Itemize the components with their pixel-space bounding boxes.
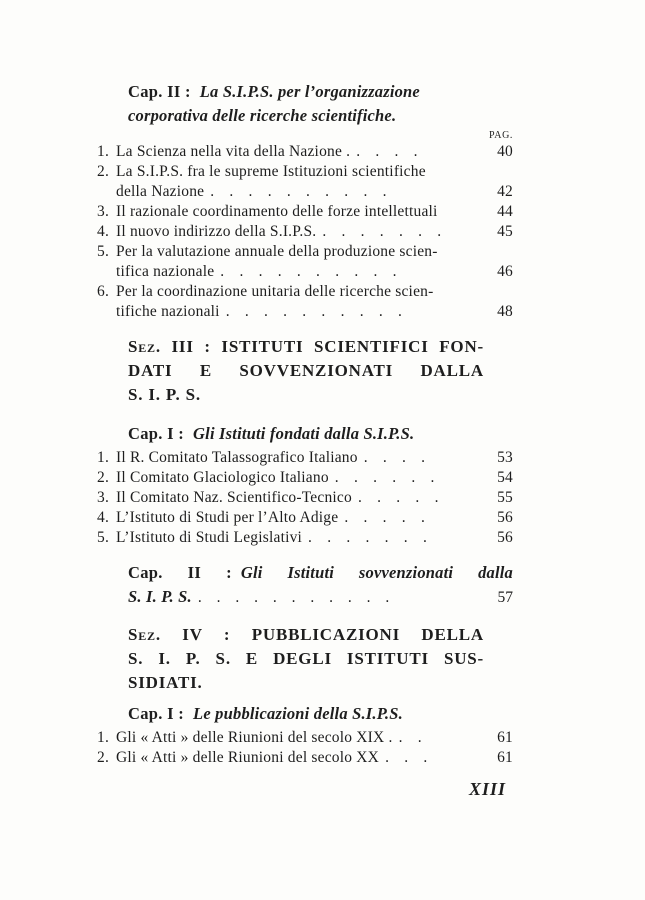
toc-entry bbox=[97, 202, 513, 222]
folio-page-number: XIII bbox=[468, 779, 506, 799]
dot-leader: . . . . . . . . . . bbox=[210, 183, 387, 200]
toc-entry-page: 57 bbox=[497, 589, 513, 606]
chapter-label: Cap. II : bbox=[128, 82, 191, 101]
toc-entry bbox=[97, 728, 513, 748]
chapter-heading-cap1-fondati bbox=[128, 422, 513, 446]
toc-entry-page: 45 bbox=[497, 223, 513, 240]
toc-entry-page: 55 bbox=[497, 489, 513, 506]
dot-leader: . . . . . . . bbox=[308, 529, 428, 546]
toc-entry-number: 3. bbox=[97, 489, 110, 506]
dot-leader: . . . . . . bbox=[334, 469, 435, 486]
toc-entry-number: 4. bbox=[97, 223, 110, 240]
chapter-label: Cap. II : bbox=[128, 563, 232, 582]
toc-entry-number: 6. bbox=[97, 283, 110, 300]
chapter-heading-cap1-pubblicazioni bbox=[128, 702, 513, 726]
toc-entry-page: 54 bbox=[497, 469, 513, 486]
toc-entry bbox=[97, 282, 513, 302]
toc-entry-number: 5. bbox=[97, 243, 110, 260]
toc-entry-text: La S.I.P.S. fra le supreme Istituzioni scientifiche bbox=[116, 163, 426, 180]
toc-list-cap2-organizzazione bbox=[97, 142, 513, 322]
toc-entry-number: 2. bbox=[97, 469, 110, 486]
toc-entry-number: 2. bbox=[97, 749, 110, 766]
dot-leader: . . . . . bbox=[357, 489, 439, 506]
dot-leader: . . . . . . . bbox=[322, 223, 442, 240]
toc-entry-text: L’Istituto di Studi Legislativi bbox=[116, 529, 303, 546]
toc-entry-text: La Scienza nella vita della Nazione . bbox=[116, 143, 351, 160]
toc-entry bbox=[97, 162, 513, 182]
dot-leader: . . . . . bbox=[344, 509, 426, 526]
toc-entry-page: 53 bbox=[497, 449, 513, 466]
section-heading-line: S. I. P. S. E DEGLI ISTITUTI SUS- bbox=[128, 649, 484, 668]
toc-entry-page: 61 bbox=[497, 729, 513, 746]
toc-entry-number: 1. bbox=[97, 729, 110, 746]
chapter-title-continued: S. I. P. S. bbox=[128, 587, 192, 606]
chapter-heading-line bbox=[128, 585, 513, 610]
toc-entry bbox=[97, 488, 513, 508]
section-heading-line: SIDIATI. bbox=[128, 673, 203, 692]
dot-leader: . . . . bbox=[356, 143, 418, 160]
toc-entry-text: L’Istituto di Studi per l’Alto Adige bbox=[116, 509, 339, 526]
toc-entry-number: 1. bbox=[97, 449, 110, 466]
chapter-title: Gli Istituti fondati dalla S.I.P.S. bbox=[193, 424, 415, 443]
toc-entry-text: Il R. Comitato Talassografico Italiano bbox=[116, 449, 358, 466]
toc-entry-number: 4. bbox=[97, 509, 110, 526]
chapter-title: La S.I.P.S. per l’organizzazione bbox=[199, 82, 420, 101]
toc-entry-text: Il Comitato Glaciologico Italiano bbox=[116, 469, 329, 486]
toc-entry-text: Il Comitato Naz. Scientifico-Tecnico bbox=[116, 489, 352, 506]
toc-entry bbox=[97, 448, 513, 468]
chapter-title: Le pubblicazioni della S.I.P.S. bbox=[193, 704, 403, 723]
dot-leader: . . . bbox=[385, 749, 428, 766]
toc-entry-text: tifiche nazionali bbox=[116, 303, 220, 320]
toc-entry-text: Gli « Atti » delle Riunioni del secolo XX bbox=[116, 749, 380, 766]
toc-entry-number: 3. bbox=[97, 203, 110, 220]
table-of-contents bbox=[97, 80, 513, 768]
toc-entry-page: 61 bbox=[497, 749, 513, 766]
dot-leader: . . . . bbox=[363, 449, 426, 466]
toc-entry bbox=[97, 242, 513, 262]
toc-entry-page: 40 bbox=[497, 143, 513, 160]
section-heading-line: S. I. P. S. bbox=[128, 385, 201, 404]
chapter-heading-line bbox=[128, 80, 513, 104]
section-heading-sez4 bbox=[128, 623, 484, 695]
toc-entry bbox=[97, 142, 513, 162]
toc-entry bbox=[97, 508, 513, 528]
toc-entry-number: 5. bbox=[97, 529, 110, 546]
toc-entry-page: 44 bbox=[497, 203, 513, 220]
toc-entry bbox=[97, 468, 513, 488]
toc-list-cap1-pubblicazioni bbox=[97, 728, 513, 768]
toc-entry-text: tifica nazionale bbox=[116, 263, 215, 280]
toc-entry-page: 48 bbox=[497, 303, 513, 320]
toc-entry-page: 56 bbox=[497, 529, 513, 546]
toc-entry-continuation bbox=[97, 182, 513, 202]
toc-entry-text: Per la valutazione annuale della produzione scien- bbox=[116, 243, 438, 260]
toc-entry-page: 42 bbox=[497, 183, 513, 200]
toc-entry-number: 2. bbox=[97, 163, 110, 180]
toc-entry-text: Per la coordinazione unitaria delle ricerche scien- bbox=[116, 283, 434, 300]
toc-entry-page: 56 bbox=[497, 509, 513, 526]
section-heading-line: DATI E SOVVENZIONATI DALLA bbox=[128, 361, 484, 380]
toc-entry-continuation bbox=[97, 302, 513, 322]
toc-list-cap1-fondati bbox=[97, 448, 513, 548]
chapter-title: Gli Istituti sovvenzionati dalla bbox=[240, 563, 513, 582]
toc-entry-text: della Nazione bbox=[116, 183, 205, 200]
toc-entry-text: Il nuovo indirizzo della S.I.P.S. bbox=[116, 223, 317, 240]
section-heading-line: Sez. III : ISTITUTI SCIENTIFICI FON- bbox=[128, 337, 484, 356]
chapter-heading-cap2-organizzazione bbox=[128, 80, 513, 128]
chapter-title-continued: corporativa delle ricerche scientifiche. bbox=[128, 106, 397, 125]
toc-entry-text: Il razionale coordinamento delle forze intellettuali bbox=[116, 203, 438, 220]
dot-leader: . . bbox=[398, 729, 422, 746]
toc-entry bbox=[97, 748, 513, 768]
toc-entry-continuation bbox=[97, 262, 513, 282]
toc-entry-text: Gli « Atti » delle Riunioni del secolo XIX . bbox=[116, 729, 393, 746]
chapter-label: Cap. I : bbox=[128, 704, 185, 723]
page-column-header: PAG. bbox=[489, 130, 513, 141]
chapter-heading-line bbox=[128, 561, 513, 585]
chapter-heading-cap2-sovvenzionati bbox=[128, 561, 513, 610]
toc-entry-number: 1. bbox=[97, 143, 110, 160]
toc-entry-page: 46 bbox=[497, 263, 513, 280]
section-heading-sez3 bbox=[128, 335, 484, 407]
chapter-label: Cap. I : bbox=[128, 424, 185, 443]
toc-entry bbox=[97, 528, 513, 548]
dot-leader: . . . . . . . . . . bbox=[225, 303, 403, 320]
dot-leader: . . . . . . . . . . bbox=[220, 263, 397, 280]
toc-entry bbox=[97, 222, 513, 242]
dot-leader: . . . . . . . . . . . bbox=[197, 589, 390, 606]
section-heading-line: Sez. IV : PUBBLICAZIONI DELLA bbox=[128, 625, 484, 644]
